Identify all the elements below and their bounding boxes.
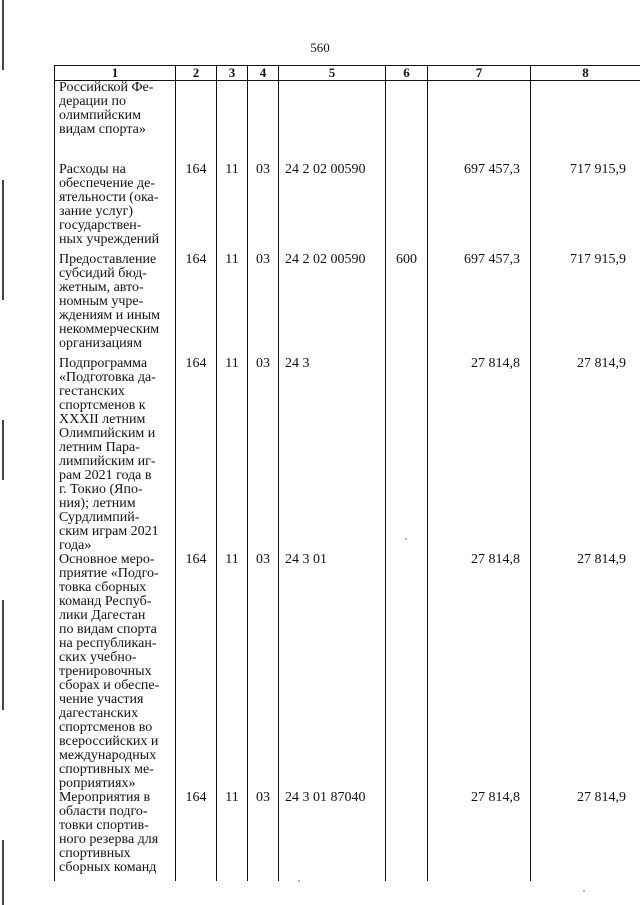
cell-c6: 600: [386, 253, 428, 357]
cell-c5: 24 3 01: [279, 553, 386, 791]
column-header-2: 2: [176, 66, 217, 81]
scan-edge-mark: [2, 420, 4, 480]
cell-c3: 11: [217, 553, 248, 791]
cell-c8: 27 814,9: [531, 791, 640, 881]
row-name: Расходы на обеспечение де- ятельности (ока- зание услуг) государствен- ных учреждений: [55, 151, 176, 253]
cell-c4: 03: [248, 357, 279, 553]
budget-table: [54, 65, 640, 881]
cell-c8: 717 915,9: [531, 151, 640, 253]
cell-c7: 27 814,8: [428, 553, 531, 791]
table-row: [55, 253, 640, 357]
cell-c6: [386, 151, 428, 253]
cell-c3: 11: [217, 253, 248, 357]
page-number: 560: [310, 40, 330, 55]
cell-c4: 03: [248, 553, 279, 791]
cell-c3: 11: [217, 791, 248, 881]
cell-c4: 03: [248, 253, 279, 357]
table-row: [55, 357, 640, 553]
row-name: Мероприятия в области подго- товки спортив- ного резерва для спортивных сборных команд: [55, 791, 176, 881]
cell-c3: [217, 81, 248, 152]
scan-speck: [298, 880, 300, 882]
cell-c5: 24 2 02 00590: [279, 151, 386, 253]
cell-c7: 27 814,8: [428, 791, 531, 881]
scan-speck: [405, 538, 407, 540]
cell-c5: 24 2 02 00590: [279, 253, 386, 357]
cell-c5: 24 3: [279, 357, 386, 553]
cell-c6: [386, 357, 428, 553]
row-name: Предоставление субсидий бюд- жетным, авто- номным учре- ждениям и иным некоммерческим организациям: [55, 253, 176, 357]
table-body: [55, 81, 640, 882]
scan-edge-mark: [2, 600, 4, 710]
column-header-3: 3: [217, 66, 248, 81]
cell-c3: 11: [217, 151, 248, 253]
cell-c8: 717 915,9: [531, 253, 640, 357]
row-name: Российской Фе- дерации по олимпийским видам спорта»: [55, 81, 176, 152]
cell-c6: [386, 81, 428, 152]
column-header-8: 8: [531, 66, 640, 81]
column-header-1: 1: [55, 66, 176, 81]
cell-c5: [279, 81, 386, 152]
cell-c7: 697 457,3: [428, 253, 531, 357]
column-header-6: 6: [386, 66, 428, 81]
table-row: [55, 151, 640, 253]
cell-c4: 03: [248, 791, 279, 881]
cell-c2: [176, 81, 217, 152]
cell-c7: 697 457,3: [428, 151, 531, 253]
scan-edge-mark: [2, 0, 4, 70]
cell-c8: [531, 81, 640, 152]
cell-c7: 27 814,8: [428, 357, 531, 553]
column-header-7: 7: [428, 66, 531, 81]
cell-c2: 164: [176, 253, 217, 357]
cell-c8: 27 814,9: [531, 553, 640, 791]
cell-c5: 24 3 01 87040: [279, 791, 386, 881]
cell-c6: [386, 553, 428, 791]
row-name: Подпрограмма «Подготовка да- гестанских спортсменов к XXXII летним Олимпийским и летним Пара- лимпийским иг- рам 2021 года в г. Токио (Япо- ния); летним Сурдлимпий- ским играм 2021 года»: [55, 357, 176, 553]
cell-c2: 164: [176, 357, 217, 553]
cell-c2: 164: [176, 553, 217, 791]
cell-c7: [428, 81, 531, 152]
scan-speck: [583, 890, 585, 892]
column-header-5: 5: [279, 66, 386, 81]
scan-edge-mark: [2, 840, 4, 905]
row-name: Основное меро- приятие «Подго- товка сборных команд Респуб- лики Дагестан по видам спорта на республикан- ских учебно- тренировочных сборах и обеспе- чение участия дагестанских спортсменов во всероссийских и международных спортивных ме- роприятиях»: [55, 553, 176, 791]
cell-c4: 03: [248, 151, 279, 253]
cell-c2: 164: [176, 791, 217, 881]
cell-c2: 164: [176, 151, 217, 253]
table-row: [55, 791, 640, 881]
column-header-4: 4: [248, 66, 279, 81]
cell-c6: [386, 791, 428, 881]
table-row: [55, 553, 640, 791]
scan-edge-mark: [2, 180, 4, 300]
cell-c3: 11: [217, 357, 248, 553]
cell-c4: [248, 81, 279, 152]
table-row: [55, 81, 640, 152]
table-header-row: [55, 66, 640, 81]
table-header: [55, 66, 640, 81]
cell-c8: 27 814,9: [531, 357, 640, 553]
